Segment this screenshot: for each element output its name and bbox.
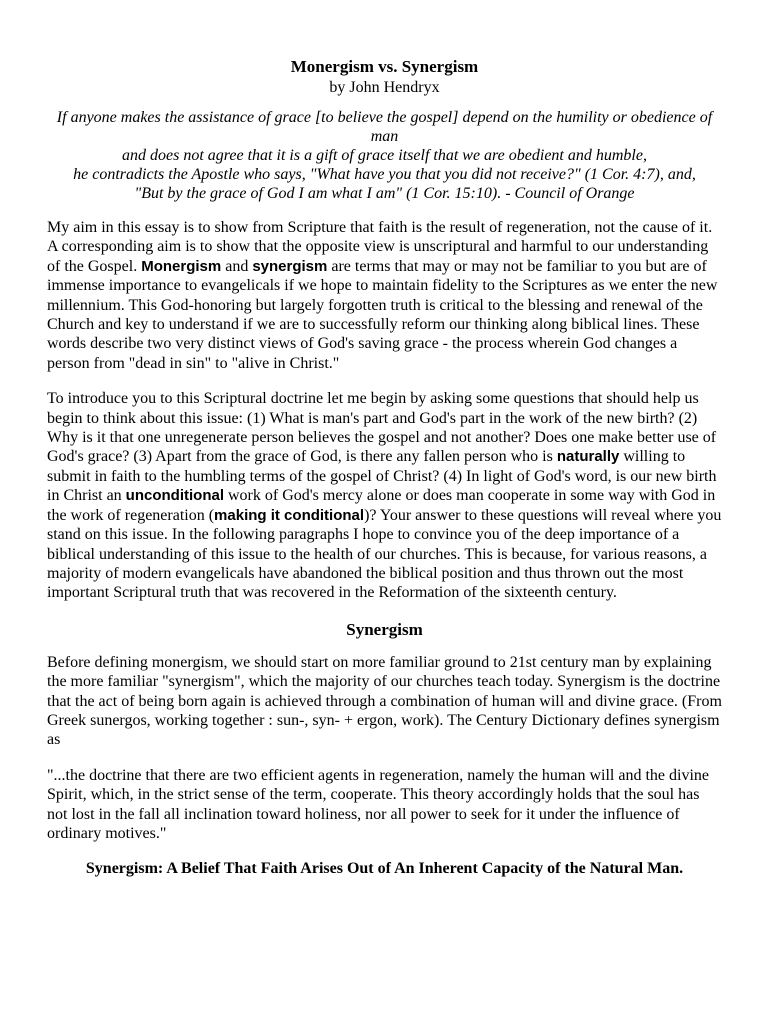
paragraph-questions-text-3: work of God's mercy alone or does man cooperate in some way with God in the work of regeneration ( [47,487,716,524]
paragraph-questions-text-1: To introduce you to this Scriptural doctrine let me begin by asking some questions that should help us begin to think about this issue: (1) What is man's part and God's part in the work of the new birth? (2) Why is it that one unregenerate person believes the gospel and not another? Does one make better use of God's grace? (3) Apart from the grace of God, is there any fallen person who is [47,390,717,466]
epigraph [47,108,722,203]
section-heading-synergism: Synergism [346,619,423,639]
paragraph-questions-text-4: )? Your answer to these questions will reveal where you stand on this issue. In the following paragraphs I hope to convince you of the deep importance of a biblical understanding of this issue to the health of our churches. This is because, for various reasons, a majority of modern evangelicals have abandoned the biblical position and thus thrown out the most important Scriptural truth that was recovered in the Reformation of the sixteenth century. [47,506,722,602]
paragraph-intro-text-3: are terms that may or may not be familiar to you but are of immense importance to evangelicals if we hope to maintain fidelity to the Scriptures as we enter the new millennium. This God-honoring but largely forgotten truth is critical to the blessing and renewal of the Church and key to understand if we are to successfully reform our thinking along biblical lines. These words describe two very distinct views of God's saving grace - the process wherein God changes a person from "dead in sin" to "alive in Christ." [47,257,718,372]
paragraph-questions [47,389,722,602]
epigraph-line-4: "But by the grace of God I am what I am" (1 Cor. 15:10). - Council of Orange [134,185,635,202]
paragraph-intro-text-1: My aim in this essay is to show from Scripture that faith is the result of regeneration, not the cause of it. A corresponding aim is to show that the opposite view is unscriptural and harmful to our understanding of the Gospel. [47,219,713,275]
epigraph-line-2: and does not agree that it is a gift of grace itself that we are obedient and humble, [122,147,647,164]
document-title: Monergism vs. Synergism [290,57,479,76]
paragraph-synergism-definition: Before defining monergism, we should start on more familiar ground to 21st century man by explaining the more familiar "synergism", which the majority of our churches teach today. Synergism is the doctrine that the act of being born again is achieved through a combination of human will and divine grace. (From Greek sunergos, working together : sun-, syn- + ergon, work). The Century Dictionary defines synergism as [47,653,722,749]
term-monergism: Monergism [141,257,222,275]
term-unconditional: unconditional [125,487,224,505]
paragraph-century-dictionary-quote: "...the doctrine that there are two efficient agents in regeneration, namely the human will and the divine Spirit, which, in the strict sense of the term, cooperate. This theory accordingly holds that the soul has not lost in the fall all inclination toward holiness, nor all power to seek for it under the influence of ordinary motives." [47,766,709,842]
term-naturally: naturally [556,448,620,466]
epigraph-line-3: he contradicts the Apostle who says, "What have you that you did not receive?" (1 Cor. 4:7), and, [73,166,696,183]
paragraph-intro [47,218,722,373]
epigraph-line-1: If anyone makes the assistance of grace [to believe the gospel] depend on the humility or obedience of man [56,109,713,145]
paragraph-questions-text-2: willing to submit in faith to the humbling terms of the gospel of Christ? (4) In light of God's word, is our new birth in Christ an [47,448,717,505]
term-making-it-conditional: making it conditional [214,506,365,524]
author-byline: by John Hendryx [329,79,440,96]
paragraph-intro-text-2: and [221,257,253,275]
section-heading-belief: Synergism: A Belief That Faith Arises Out of An Inherent Capacity of the Natural Man. [85,860,684,878]
term-synergism: synergism [252,257,328,275]
